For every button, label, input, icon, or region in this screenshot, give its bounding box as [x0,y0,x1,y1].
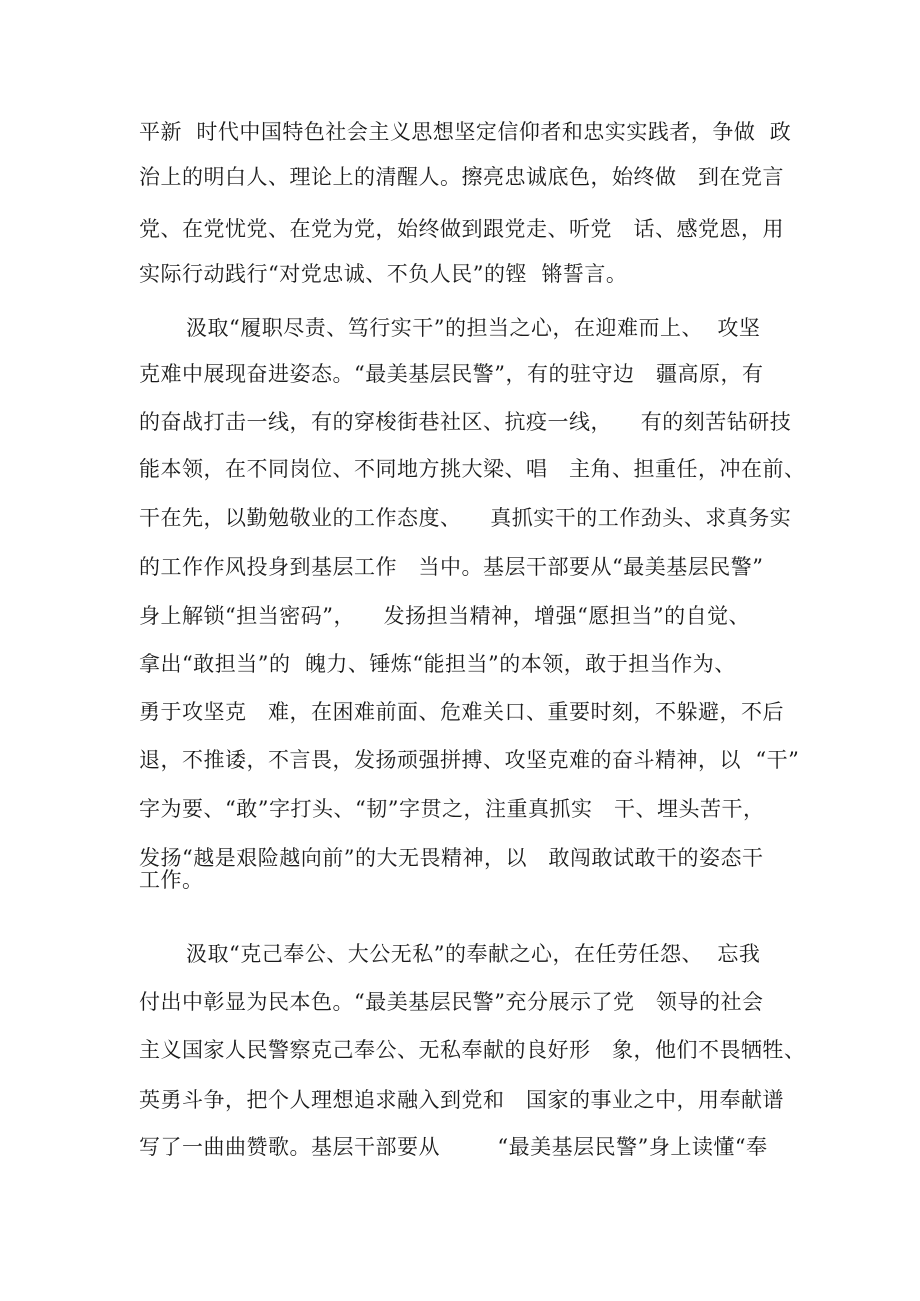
paragraph-start-line: 汲取“克己奉公、大公无私”的奉献之心，在任劳任怨、 忘我 [186,942,761,966]
text-line: 退，不推诿，不言畏，发扬顽强拼搏、攻坚克难的奋斗精神，以 “干” [139,748,800,772]
text-line: 英勇斗争，把个人理想追求融入到党和 国家的事业之中，用奉献谱 [139,1088,785,1112]
text-line: 付出中彰显为民本色。“最美基层民警”充分展示了党 领导的社会 [139,990,764,1014]
text-line: 拿出“敢担当”的 魄力、锤炼“能担当”的本领，敢于担当作为、 [139,652,736,676]
text-line: 字为要、“敢”字打头、“韧”字贯之，注重真抓实 干、埋头苦干， [139,797,765,821]
text-line: 工作。 [139,868,204,892]
paragraph-start-line: 汲取“履职尽责、笃行实干”的担当之心，在迎难而上、 攻坚 [186,316,761,340]
text-line: 身上解锁“担当密码”， 发扬担当精神，增强“愿担当”的自觉、 [139,604,751,628]
text-line: 发扬“越是艰险越向前”的大无畏精神，以 敢闯敢试敢干的姿态干 [139,846,764,870]
text-line: 勇于攻坚克 难，在困难前面、危难关口、重要时刻，不躲避，不后 [139,700,785,724]
text-line: 克难中展现奋进姿态。“最美基层民警”，有的驻守边 疆高原，有 [139,362,764,386]
text-line: 党、在党忧党、在党为党，始终做到跟党走、听党 话、感党恩，用 [139,217,785,241]
text-line: 治上的明白人、理论上的清醒人。擦亮忠诚底色，始终做 到在党言 [139,165,785,189]
text-line: 的工作作风投身到基层工作 当中。基层干部要从“最美基层民警” [139,555,764,579]
text-line: 主义国家人民警察克己奉公、无私奉献的良好形 象，他们不畏牺牲、 [139,1038,806,1062]
text-line: 写了一曲曲赞歌。基层干部要从 “最美基层民警”身上读懂“奉 [139,1135,768,1159]
text-line: 平新 时代中国特色社会主义思想坚定信仰者和忠实实践者，争做 政 [139,120,792,144]
text-line: 实际行动践行“对党忠诚、不负人民”的铿 锵誓言。 [139,262,628,286]
text-line: 干在先，以勤勉敬业的工作态度、 真抓实干的工作劲头、求真务实 [139,506,792,530]
text-line: 能本领，在不同岗位、不同地方挑大梁、唱 主角、担重任，冲在前、 [139,457,806,481]
text-line: 的奋战打击一线，有的穿梭街巷社区、抗疫一线， 有的刻苦钻研技 [139,410,792,434]
